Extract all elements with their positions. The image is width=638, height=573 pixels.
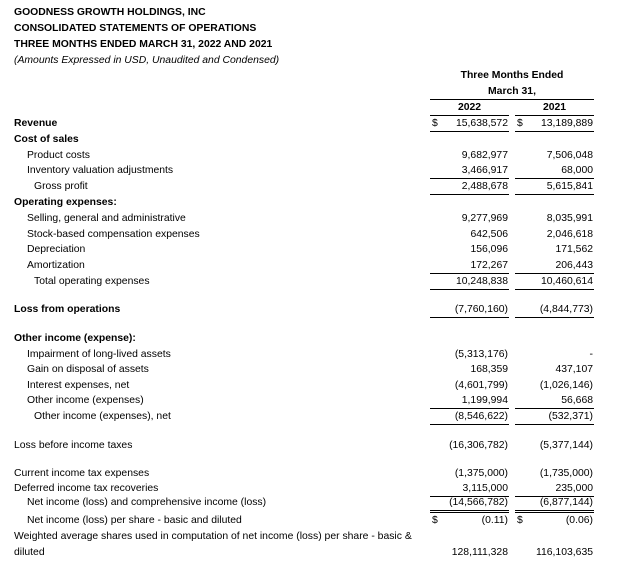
value-2022 [430, 466, 509, 481]
row-label: Gain on disposal of assets [27, 364, 149, 375]
statement-title: CONSOLIDATED STATEMENTS OF OPERATIONS [14, 23, 257, 34]
row-interest-expenses [0, 378, 638, 394]
value-2022 [430, 242, 509, 257]
value-2021 [515, 148, 594, 163]
amount: 206,443 [555, 260, 593, 271]
statement-period: THREE MONTHS ENDED MARCH 31, 2022 AND 2021 [14, 39, 273, 50]
amount: 1,199,994 [461, 395, 508, 406]
amount: 156,096 [470, 244, 508, 255]
value-2021 [515, 211, 594, 226]
currency-symbol: $ [517, 515, 523, 526]
row-label: Product costs [27, 150, 90, 161]
row-label: Revenue [14, 118, 58, 129]
row-label: Stock-based compensation expenses [27, 229, 200, 240]
value-2022 [430, 347, 509, 362]
row-loss-from-operations [0, 302, 638, 318]
row-impairment [0, 347, 638, 363]
amount: 56,668 [561, 395, 593, 406]
row-label: Amortization [27, 260, 85, 271]
section-label: Cost of sales [14, 134, 79, 145]
row-net-income-per-share [0, 513, 638, 529]
amount: (6,877,144) [539, 497, 593, 508]
value-2021 [515, 242, 594, 257]
row-gross-profit [0, 179, 638, 195]
value-2021 [515, 362, 594, 377]
value-2022 [430, 227, 509, 242]
value-2021 [515, 258, 594, 274]
row-label: Other income (expenses), net [34, 411, 171, 422]
value-2021 [515, 481, 594, 496]
row-gain-on-disposal [0, 362, 638, 378]
amount: 2,488,678 [461, 181, 508, 192]
amount: (0.11) [481, 515, 508, 526]
value-2022 [430, 148, 509, 163]
row-label: Selling, general and administrative [27, 213, 186, 224]
row-revenue [0, 116, 638, 132]
row-label: Loss before income taxes [14, 440, 133, 451]
amount: (532,371) [548, 411, 593, 422]
amount: (1,735,000) [539, 468, 593, 479]
amount: (7,760,160) [454, 304, 508, 315]
row-depreciation [0, 242, 638, 258]
value-2022 [430, 409, 509, 425]
value-2021 [515, 545, 594, 560]
row-weighted-shares [0, 545, 638, 561]
amount: 10,248,838 [455, 276, 508, 287]
amount: - [589, 349, 593, 360]
value-2022 [430, 513, 509, 528]
value-2021 [515, 179, 594, 195]
amount: 171,562 [555, 244, 593, 255]
amount: 8,035,991 [546, 213, 593, 224]
value-2022 [430, 362, 509, 377]
value-2021 [515, 513, 594, 528]
column-group-heading: Three Months Ended [460, 70, 564, 81]
statement-note: (Amounts Expressed in USD, Unaudited and Condensed) [14, 55, 280, 66]
row-weighted-shares-label [0, 529, 638, 545]
value-2022 [430, 438, 509, 453]
row-loss-before-taxes [0, 438, 638, 454]
row-inventory-valuation [0, 163, 638, 179]
row-product-costs [0, 148, 638, 164]
value-2021 [515, 393, 594, 409]
amount: 10,460,614 [540, 276, 593, 287]
row-sga [0, 211, 638, 227]
row-label: Current income tax expenses [14, 468, 150, 479]
amount: (8,546,622) [454, 411, 508, 422]
amount: 5,615,841 [546, 181, 593, 192]
value-2021 [515, 347, 594, 362]
amount: 116,103,635 [535, 547, 593, 558]
column-header-2021: 2021 [515, 101, 594, 116]
row-label: Depreciation [27, 244, 86, 255]
amount: 168,359 [470, 364, 508, 375]
row-stock-comp [0, 227, 638, 243]
row-other-income-expenses [0, 393, 638, 409]
row-label: diluted [14, 547, 45, 558]
value-2022 [430, 163, 509, 179]
row-label: Inventory valuation adjustments [27, 165, 174, 176]
row-operating-expenses-heading [0, 195, 638, 211]
amount: 642,506 [470, 229, 508, 240]
value-2022 [430, 211, 509, 226]
value-2022 [430, 116, 509, 132]
company-name: GOODNESS GROWTH HOLDINGS, INC [14, 7, 206, 18]
section-label: Operating expenses: [14, 197, 117, 208]
amount: 172,267 [470, 260, 508, 271]
value-2022 [430, 495, 509, 513]
amount: 13,189,889 [540, 118, 593, 129]
row-label: Interest expenses, net [27, 380, 130, 391]
value-2022 [430, 378, 509, 393]
amount: 9,682,977 [461, 150, 508, 161]
amount: (14,566,782) [449, 497, 508, 508]
row-net-income [0, 495, 638, 511]
value-2022 [430, 274, 509, 290]
value-2021 [515, 495, 594, 513]
value-2022 [430, 179, 509, 195]
amount: 7,506,048 [546, 150, 593, 161]
amount: (5,377,144) [539, 440, 593, 451]
amount: (4,844,773) [539, 304, 593, 315]
amount: 235,000 [555, 483, 593, 494]
currency-symbol: $ [432, 118, 438, 129]
value-2021 [515, 274, 594, 290]
row-total-operating-expenses [0, 274, 638, 290]
section-label: Other income (expense): [14, 333, 136, 344]
row-label: Weighted average shares used in computation of net income (loss) per share - basic & [14, 531, 412, 542]
row-label: Other income (expenses) [27, 395, 144, 406]
value-2022 [430, 481, 509, 496]
row-label: Gross profit [34, 181, 88, 192]
amount: (16,306,782) [449, 440, 508, 451]
currency-symbol: $ [432, 515, 438, 526]
amount: (5,313,176) [454, 349, 508, 360]
row-label: Impairment of long-lived assets [27, 349, 171, 360]
amount: 15,638,572 [455, 118, 508, 129]
row-cost-of-sales [0, 132, 638, 148]
value-2022 [430, 393, 509, 409]
value-2022 [430, 302, 509, 318]
amount: 9,277,969 [461, 213, 508, 224]
row-other-income-heading [0, 331, 638, 347]
row-label: Loss from operations [14, 304, 121, 315]
amount: 128,111,328 [451, 547, 508, 558]
value-2022 [430, 258, 509, 274]
column-group-date: March 31, [430, 85, 594, 100]
amount: (0.06) [565, 515, 593, 526]
row-label: Deferred income tax recoveries [14, 483, 159, 494]
row-label: Total operating expenses [34, 276, 150, 287]
amount: 2,046,618 [546, 229, 593, 240]
statement-header [14, 5, 279, 69]
value-2021 [515, 163, 594, 179]
column-header-2022: 2022 [430, 101, 509, 116]
row-amortization [0, 258, 638, 274]
value-2021 [515, 466, 594, 481]
value-2021 [515, 438, 594, 453]
amount: 68,000 [561, 165, 593, 176]
amount: 3,115,000 [462, 483, 508, 494]
value-2021 [515, 409, 594, 425]
value-2021 [515, 227, 594, 242]
row-other-income-net [0, 409, 638, 425]
value-2021 [515, 378, 594, 393]
amount: 437,107 [555, 364, 593, 375]
row-label: Net income (loss) and comprehensive income (loss) [27, 497, 267, 508]
currency-symbol: $ [517, 118, 523, 129]
value-2021 [515, 116, 594, 132]
amount: (1,026,146) [539, 380, 593, 391]
row-label: Net income (loss) per share - basic and diluted [27, 515, 242, 526]
value-2021 [515, 302, 594, 318]
amount: (4,601,799) [454, 380, 508, 391]
value-2022 [430, 545, 509, 560]
amount: (1,375,000) [454, 468, 508, 479]
row-current-income-tax [0, 466, 638, 482]
amount: 3,466,917 [461, 165, 508, 176]
